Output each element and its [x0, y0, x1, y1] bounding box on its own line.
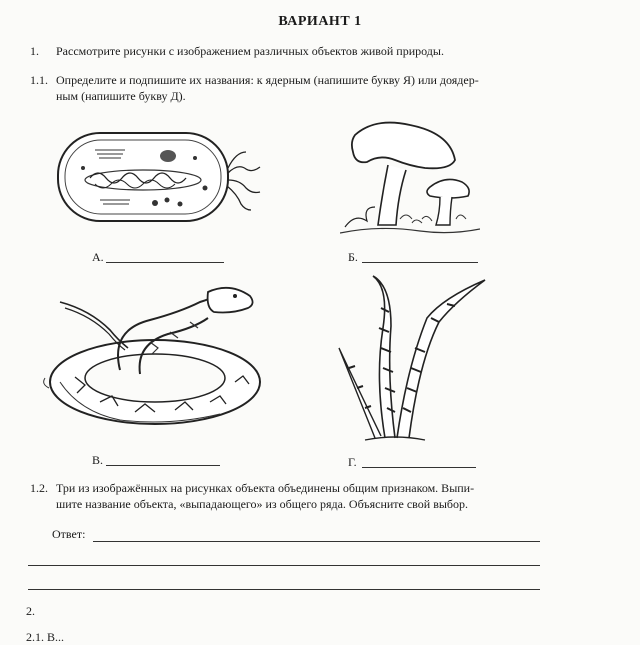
- task1-2-line1: Три из изображённых на рисунках объекта объединены общим признаком. Выпи-: [56, 481, 475, 495]
- answer-line-1[interactable]: [93, 541, 540, 542]
- task1-1-number: 1.1.: [30, 73, 48, 87]
- figure-a-answer-line[interactable]: [106, 262, 224, 263]
- seaweed-illustration: [335, 268, 495, 448]
- figure-v-label: В.: [92, 453, 104, 467]
- bacterium-illustration: [55, 128, 265, 228]
- mushroom-illustration: [340, 115, 480, 240]
- snake-illustration: [40, 282, 270, 442]
- answer-label: Ответ:: [52, 527, 86, 541]
- task1-2-line2: шите название объекта, «выпадающего» из общего ряда. Объясните свой выбор.: [56, 497, 469, 511]
- task1-2-number: 1.2.: [30, 481, 48, 495]
- figure-b-answer-line[interactable]: [362, 262, 478, 263]
- page-title: ВАРИАНТ 1: [278, 14, 362, 29]
- task1-number: 1.: [30, 44, 39, 58]
- answer-line-2[interactable]: [28, 565, 540, 566]
- task1-1-line2: ным (напишите букву Д).: [56, 89, 186, 103]
- figure-a-label: А.: [92, 250, 104, 264]
- task2-1-partial: 2.1. В...: [26, 630, 65, 644]
- figure-g-answer-line[interactable]: [362, 467, 476, 468]
- task2-number: 2.: [26, 604, 35, 618]
- task1-text: Рассмотрите рисунки с изображением различных объектов живой природы.: [56, 44, 444, 58]
- answer-line-3[interactable]: [28, 589, 540, 590]
- task1-1-line1: Определите и подпишите их названия: к ядерным (напишите букву Я) или доядер-: [56, 73, 479, 87]
- figure-v-answer-line[interactable]: [106, 465, 220, 466]
- figure-b-label: Б.: [348, 250, 358, 264]
- figure-g-label: Г.: [348, 455, 357, 469]
